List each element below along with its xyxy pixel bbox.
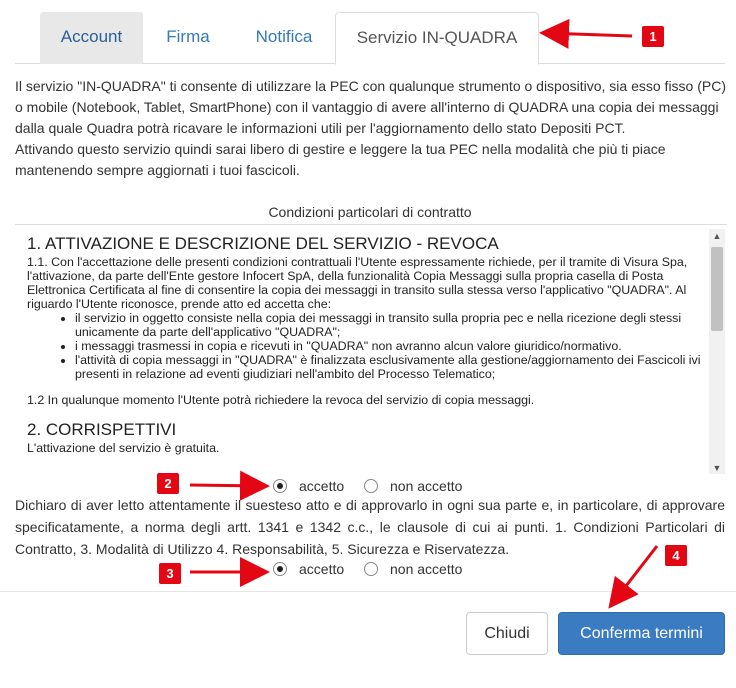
list-item: • il servizio in oggetto consiste nella copia dei messaggi in transito sulla propria pec e nella ricezione degli stessi unicamente da parte dell'applicativo "QUADRA"; [75, 311, 703, 339]
tab-servizio-in-quadra[interactable]: Servizio IN-QUADRA [335, 12, 539, 65]
clauses-decline-option[interactable] [364, 561, 462, 577]
scrollbar-thumb[interactable] [711, 247, 723, 331]
contract-decline-label: non accetto [390, 478, 463, 494]
list-item: • i messaggi trasmessi in copia e ricevuti in "QUADRA" non avranno alcun valore giuridico/normativo. [75, 339, 703, 353]
intro-paragraph-1: Il servizio "IN-QUADRA" ti consente di utilizzare la PEC con qualunque strumento o dispositivo, sia esso fisso (PC) o mobile (Notebook, Tablet, SmartPhone) con il vantaggio di avere all'interno di QUADRA una copia dei messaggi dalla quale Quadra potrà ricavare le informazioni utili per l'aggiornamento dello stato Depositi PCT. [15, 78, 727, 136]
radio-unchecked-icon[interactable] [364, 479, 378, 493]
clauses-accept-option[interactable] [273, 561, 344, 577]
close-button[interactable]: Chiudi [466, 612, 548, 655]
arrow-icon [190, 485, 264, 486]
contract-scroll-box[interactable] [15, 224, 727, 474]
contract-decline-option[interactable] [364, 478, 462, 494]
annotation-marker-4: 4 [665, 545, 687, 566]
conditions-title: Condizioni particolari di contratto [268, 204, 472, 220]
radio-unchecked-icon[interactable] [364, 562, 378, 576]
tab-account[interactable]: Account [40, 12, 143, 64]
tab-bar [15, 12, 725, 64]
section1-heading: 1. ATTIVAZIONE E DESCRIZIONE DEL SERVIZIO - REVOCA [27, 234, 499, 253]
radio-checked-icon[interactable] [273, 479, 287, 493]
confirm-terms-button[interactable]: Conferma termini [558, 612, 725, 655]
radio-checked-icon[interactable] [273, 562, 287, 576]
annotation-marker-1: 1 [642, 26, 664, 47]
contract-text [27, 233, 703, 455]
section2-heading: 2. CORRISPETTIVI [27, 420, 177, 439]
scroll-down-icon[interactable]: ▼ [712, 463, 722, 473]
contract-accept-option[interactable] [273, 478, 344, 494]
contract-accept-label: accetto [299, 478, 345, 494]
annotation-marker-2: 2 [157, 473, 179, 494]
clauses-decline-label: non accetto [390, 561, 463, 577]
scroll-up-icon[interactable]: ▲ [712, 231, 722, 241]
contract-scrollbar[interactable] [709, 229, 725, 474]
declaration-text: Dichiaro di aver letto attentamente il suesteso atto e di approvarlo in ogni sua parte e, in particolare, di approvare specificatamente, a norma degli artt. 1341 e 1342 c.c., le clausole di cui ai punti. 1. Condizioni Particolari di Contratto, 3. Modalità di Utilizzo 4. Responsabilità, 5. Sicurezza e Riservatezza. [15, 497, 725, 557]
service-description [15, 76, 727, 181]
clauses-accept-label: accetto [299, 561, 345, 577]
annotation-marker-3: 3 [159, 563, 181, 584]
modal-footer-divider [0, 591, 736, 592]
section1-list [27, 311, 703, 381]
section1-paragraph: 1.1. Con l'accettazione delle presenti condizioni contrattuali l'Utente espressamente richiede, per il tramite di Visura Spa, l'attivazione, da parte dell'Ente gestore Infocert SpA, della funzionalità Copia Messaggi sulla propria casella di Posta Elettronica Certificata al fine di consentire la copia dei messaggi in transito sulla stessa verso l'applicativo "QUADRA". Al riguardo l'Utente riconosce, prende atto ed accetta che: [27, 255, 688, 311]
list-item: • l'attività di copia messaggi in "QUADRA" è finalizzata esclusivamente alla gestione/aggiornamento dei Fascicoli ivi presenti in relazione ad eventi giudiziari nell'ambito del Processo Telematico; [75, 353, 703, 381]
tab-firma[interactable]: Firma [166, 27, 210, 46]
clauses-acceptance-radios [273, 561, 573, 583]
tab-notifica[interactable]: Notifica [255, 27, 313, 46]
intro-paragraph-2: Attivando questo servizio quindi sarai libero di gestire e leggere la tua PEC nella modalità che più ti piace mantenendo sempre aggiornati i tuoi fascicoli. [15, 141, 666, 178]
section2-paragraph: L'attivazione del servizio è gratuita. [27, 441, 220, 455]
section1-revoke-paragraph: 1.2 In qualunque momento l'Utente potrà richiedere la revoca del servizio di copia messaggi. [27, 393, 535, 407]
